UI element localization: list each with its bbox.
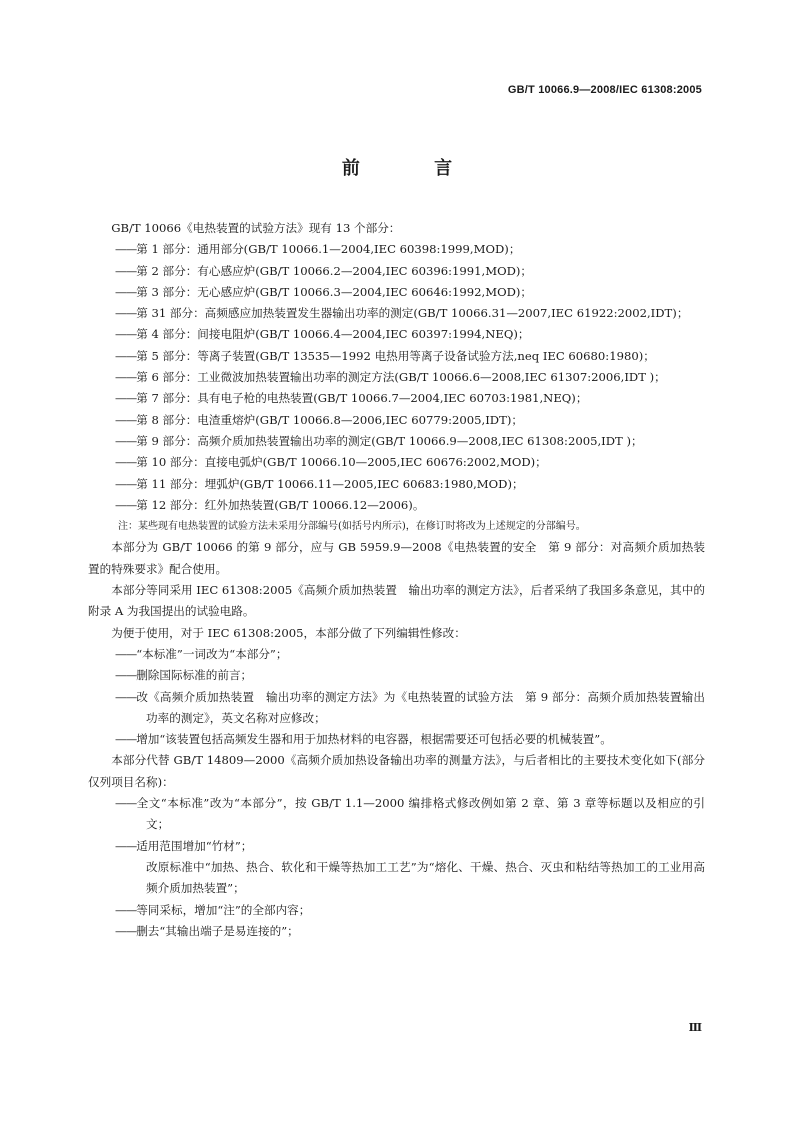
list-item: —— 第 7 部分：具有电子枪的电热装置(GB/T 10066.7—2004,IEC 60703:1981,NEQ)； — [88, 388, 705, 409]
paragraph-relation: 本部分为 GB/T 10066 的第 9 部分，应与 GB 5959.9—2008《电热装置的安全 第 9 部分：对高频介质加热装置的特殊要求》配合使用。 — [88, 540, 705, 576]
changes-list — [88, 793, 705, 942]
note: 注：某些现有电热装置的试验方法未采用分部编号(如括号内所示)，在修订时将改为上述规定的分部编号。 — [118, 521, 586, 533]
paragraph-edits-intro: 为便于使用，对于 IEC 61308:2005，本部分做了下列编辑性修改： — [111, 625, 466, 640]
list-item: —— 改《高频介质加热装置 输出功率的测定方法》为《电热装置的试验方法 第 9 部分：高频介质加热装置输出功率的测定》，英文名称对应修改； — [88, 687, 705, 730]
list-item: —— 第 12 部分：红外加热装置(GB/T 10066.12—2006)。 — [88, 495, 705, 516]
list-item: —— 第 3 部分：无心感应炉(GB/T 10066.3—2004,IEC 60646:1992,MOD)； — [88, 282, 705, 303]
list-item: —— 第 31 部分：高频感应加热装置发生器输出功率的测定(GB/T 10066.31—2007,IEC 61922:2002,IDT)； — [88, 303, 705, 324]
list-item: —— 第 6 部分：工业微波加热装置输出功率的测定方法(GB/T 10066.6—2008,IEC 61307:2006,IDT )； — [88, 367, 705, 388]
list-item: —— 第 5 部分：等离子装置(GB/T 13535—1992 电热用等离子设备试验方法,neq IEC 60680:1980)； — [88, 346, 705, 367]
list-item: —— “本标准”一词改为“本部分”； — [88, 644, 705, 665]
parts-list — [88, 239, 705, 516]
foreword-body — [88, 218, 705, 942]
list-item: —— 第 4 部分：间接电阻炉(GB/T 10066.4—2004,IEC 60397:1994,NEQ)； — [88, 324, 705, 345]
list-item: —— 删去“其输出端子是易连接的”； — [88, 921, 705, 942]
list-item: —— 第 10 部分：直接电弧炉(GB/T 10066.10—2005,IEC 60676:2002,MOD)； — [88, 452, 705, 473]
intro-paragraph: GB/T 10066《电热装置的试验方法》现有 13 个部分： — [111, 221, 401, 235]
edits-list — [88, 644, 705, 750]
page-number: Ⅲ — [688, 1021, 702, 1034]
list-item: —— 第 1 部分：通用部分(GB/T 10066.1—2004,IEC 60398:1999,MOD)； — [88, 239, 705, 260]
list-item: —— 第 2 部分：有心感应炉(GB/T 10066.2—2004,IEC 60396:1991,MOD)； — [88, 261, 705, 282]
paragraph-replacement: 本部分代替 GB/T 14809—2000《高频介质加热设备输出功率的测量方法》，与后者相比的主要技术变化如下(部分仅列项目名称)： — [88, 753, 705, 789]
list-item: —— 增加“该装置包括高频发生器和用于加热材料的电容器，根据需要还可包括必要的机械装置”。 — [88, 729, 705, 750]
list-item: —— 第 8 部分：电渣重熔炉(GB/T 10066.8—2006,IEC 60779:2005,IDT)； — [88, 410, 705, 431]
list-item: —— 适用范围增加“竹材”； — [88, 836, 705, 857]
list-item: —— 第 9 部分：高频介质加热装置输出功率的测定(GB/T 10066.9—2008,IEC 61308:2005,IDT )； — [88, 431, 705, 452]
list-item: —— 等同采标，增加“注”的全部内容； — [88, 900, 705, 921]
list-item-detail: 改原标准中“加热、热合、软化和干燥等热加工工艺”为“熔化、干燥、热合、灭虫和粘结等热加工的工业用高频介质加热装置”； — [146, 859, 705, 896]
list-item: —— 删除国际标准的前言； — [88, 665, 705, 686]
page-title: 前 言 — [341, 158, 487, 179]
standard-code: GB/T 10066.9—2008/IEC 61308:2005 — [507, 84, 702, 96]
list-item: —— 第 11 部分：埋弧炉(GB/T 10066.11—2005,IEC 60683:1980,MOD)； — [88, 474, 705, 495]
paragraph-adoption: 本部分等同采用 IEC 61308:2005《高频介质加热装置 输出功率的测定方法》，后者采纳了我国多条意见，其中的附录 A 为我国提出的试验电路。 — [88, 583, 705, 619]
list-item: —— 全文“本标准”改为“本部分”，按 GB/T 1.1—2000 编排格式修改例如第 2 章、第 3 章等标题以及相应的引文； — [88, 793, 705, 836]
